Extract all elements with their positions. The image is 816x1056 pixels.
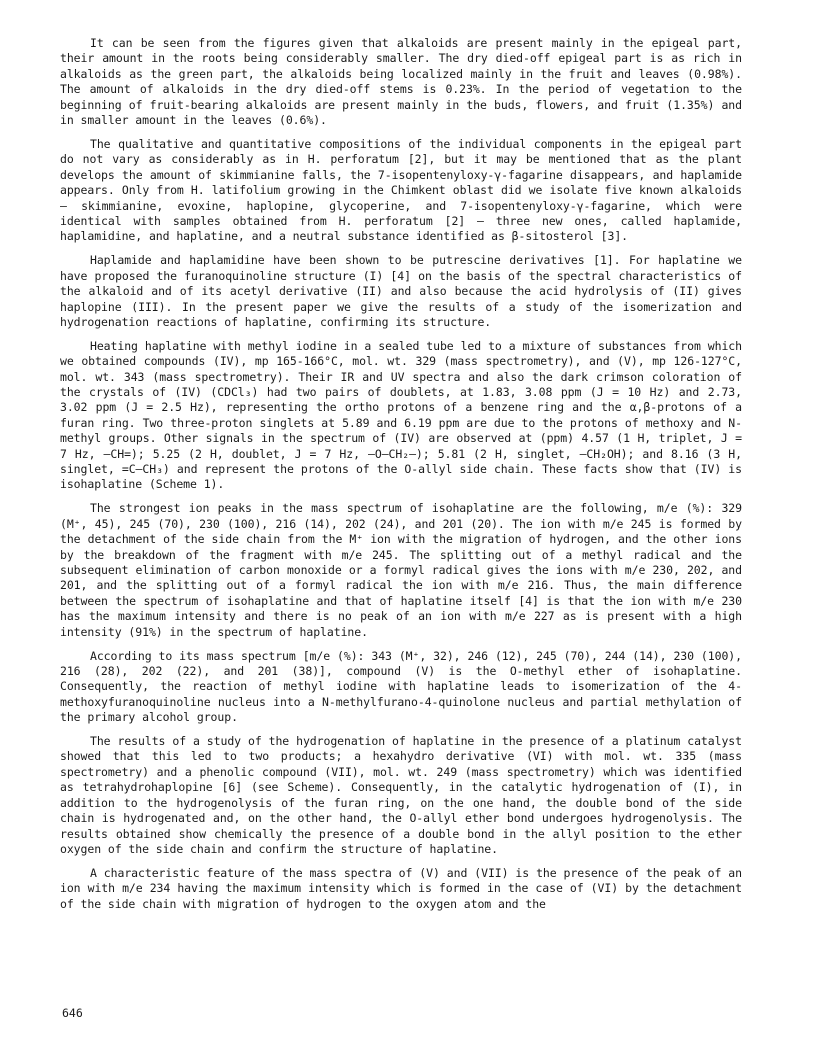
page-number: 646 bbox=[62, 1006, 83, 1020]
paragraph-mass-spectra-feature: A characteristic feature of the mass spectra of (V) and (VII) is the presence of the peak of an ion with m/e 234 having the maximum intensity which is formed in the case of (VI) by the detachment of the side chain with migration of hydrogen to the oxygen atom and the bbox=[60, 865, 742, 911]
paragraph-hydrogenation: The results of a study of the hydrogenation of haplatine in the presence of a platinum catalyst showed that this led to two products; a hexahydro derivative (VI) with mol. wt. 335 (mass spectrometry) and a phenolic compound (VII), mol. wt. 249 (mass spectrometry) which was identified as tetrahydrohaplopine [6] (see Scheme). Consequently, in the catalytic hydrogenation of (I), in addition to the hydrogenolysis of the furan ring, on the one hand, the double bond of the side chain is hydrogenated and, on the other hand, the O-allyl ether bond undergoes hydrogenolysis. The results obtained show chemically the presence of a double bond in the allyl position to the ether oxygen of the side chain and confirm the structure of haplatine. bbox=[60, 734, 742, 856]
paragraph-mass-spectrum-isohaplatine: The strongest ion peaks in the mass spectrum of isohaplatine are the following, m/e (%): 329 (M⁺, 45), 245 (70), 230 (100), 216 (14), 202 (24), and 201 (20). The ion with m/e 245 is formed by the detachment of the side chain from the M⁺ ion with the migration of hydrogen, and the other ions by the breakdown of the fragment with m/e 245. The splitting out of a methyl radical and the subsequent elimination of carbon monoxide or a formyl radical gives the ions with m/e 230, 202, and 201, and the splitting out of a formyl radical the ion with m/e 216. Thus, the main difference between the spectrum of isohaplatine and that of haplatine itself [4] is that the ion with m/e 230 has the maximum intensity and there is no peak of an ion with m/e 227 as is present with a high intensity (91%) in the spectrum of haplatine. bbox=[60, 501, 742, 639]
paragraph-compound-v: According to its mass spectrum [m/e (%): 343 (M⁺, 32), 246 (12), 245 (70), 244 (14), 230 (100), 216 (28), 202 (22), and 201 (38)], compound (V) is the O-methyl ether of isohaplatine. Consequently, the reaction of methyl iodine with haplatine leads to isomerization of the 4-methoxyfuranoquinoline nucleus into a N-methylfurano-4-quinolone nucleus and partial methylation of the primary alcohol group. bbox=[60, 648, 742, 725]
article-body bbox=[60, 36, 742, 921]
paragraph-haplatine-structure: Haplamide and haplamidine have been shown to be putrescine derivatives [1]. For haplatine we have proposed the furanoquinoline structure (I) [4] on the basis of the spectral characteristics of the alkaloid and of its acetyl derivative (II) and also because the acid hydrolysis of (II) gives haplopine (III). In the present paper we give the results of a study of the isomerization and hydrogenation reactions of haplatine, confirming its structure. bbox=[60, 253, 742, 329]
paragraph-composition: The qualitative and quantitative compositions of the individual components in the epigeal part do not vary as considerably as in H. perforatum [2], but it may be mentioned that as the plant develops the amount of skimmianine falls, the 7-isopentenyloxy-γ-fagarine disappears, and haplamide appears. Only from H. latifolium growing in the Chimkent oblast did we isolate five known alkaloids — skimmianine, evoxine, haplopine, glycoperine, and 7-isopentenyloxy-γ-fagarine, which were identical with samples obtained from H. perforatum [2] — three new ones, called haplamide, haplamidine, and haplatine, and a neutral substance identified as β-sitosterol [3]. bbox=[60, 136, 742, 244]
paragraph-methyl-iodine-reaction: Heating haplatine with methyl iodine in a sealed tube led to a mixture of substances from which we obtained compounds (IV), mp 165-166°C, mol. wt. 329 (mass spectrometry), and (V), mp 126-127°C, mol. wt. 343 (mass spectrometry). Their IR and UV spectra and also the dark crimson coloration of the crystals of (IV) (CDCl₃) had two pairs of doublets, at 1.83, 3.08 ppm (J = 10 Hz) and 2.73, 3.02 ppm (J = 2.5 Hz), representing the ortho protons of a benzene ring and the α,β-protons of a furan ring. Two three-proton singlets at 5.89 and 6.19 ppm are due to the protons of methoxy and N-methyl groups. Other signals in the spectrum of (IV) are observed at (ppm) 4.57 (1 H, triplet, J = 7 Hz, —CH=); 5.25 (2 H, doublet, J = 7 Hz, —O—CH₂—); 5.81 (2 H, singlet, —CH₂OH); and 8.16 (3 H, singlet, =C—CH₃) and represent the protons of the O-allyl side chain. These facts show that (IV) is isohaplatine (Scheme 1). bbox=[60, 338, 742, 492]
paragraph-alkaloid-distribution: It can be seen from the figures given that alkaloids are present mainly in the epigeal part, their amount in the roots being considerably smaller. The dry died-off epigeal part is as rich in alkaloids as the green part, the alkaloids being localized mainly in the fruit and leaves (0.98%). The amount of alkaloids in the dry died-off stems is 0.23%. In the period of vegetation to the beginning of fruit-bearing alkaloids are present mainly in the buds, flowers, and fruit (1.35%) and in smaller amount in the leaves (0.6%). bbox=[60, 36, 742, 128]
